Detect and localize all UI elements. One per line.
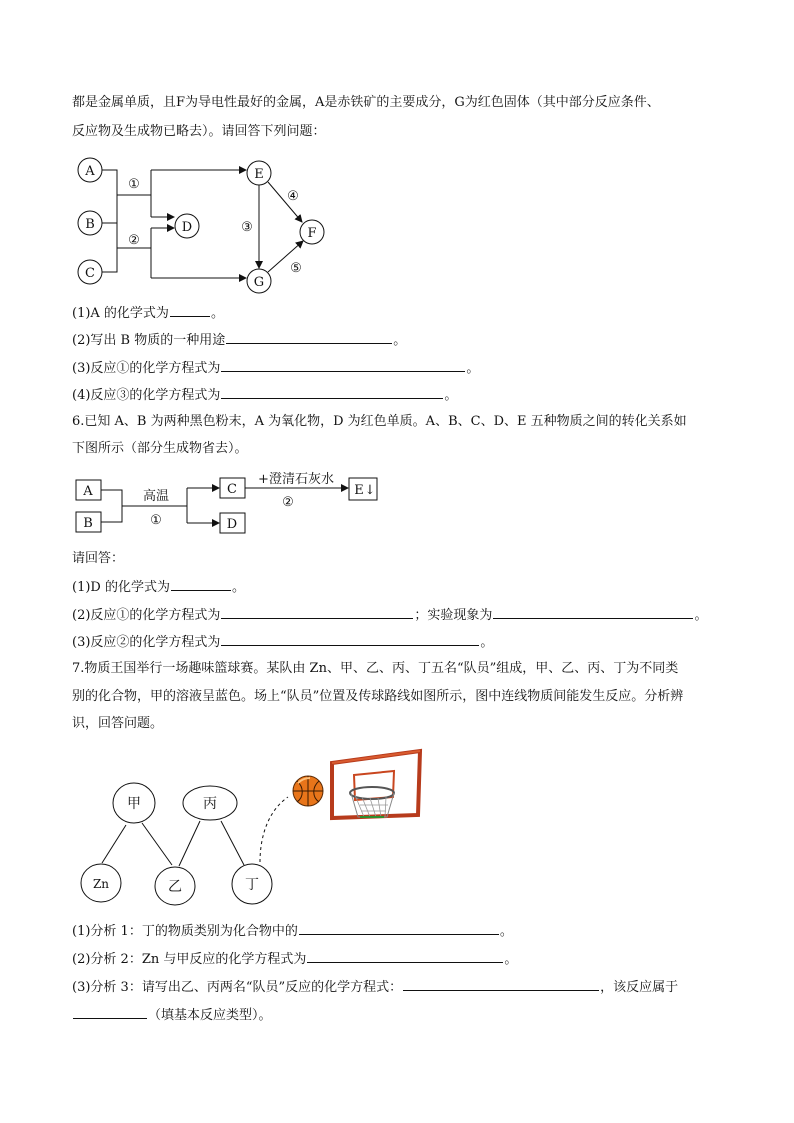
answer-blank[interactable] <box>403 978 599 991</box>
basketball-hoop-icon <box>332 751 420 818</box>
q5-item-2-text: (2)写出 B 物质的一种用途 <box>72 333 226 348</box>
q5-item-1-end: 。 <box>210 306 224 321</box>
q7-item-2-text: (2)分析 2：Zn 与甲反应的化学方程式为 <box>72 952 307 967</box>
intro-line-2: 反应物及生成物已略去）。请回答下列问题： <box>72 124 326 139</box>
reaction-1-label: ① <box>150 513 162 528</box>
reaction-diagram-2 <box>70 470 390 542</box>
answer-blank[interactable] <box>307 950 503 963</box>
q6-answer-prompt: 请回答： <box>72 551 125 566</box>
reaction-4-label: ④ <box>287 189 299 204</box>
q6-item-1 <box>72 578 245 596</box>
q6-item-3-text: (3)反应②的化学方程式为 <box>72 635 221 650</box>
q6-item-1-text: (1)D 的化学式为 <box>72 580 170 595</box>
q7-item-3 <box>72 978 678 996</box>
q7-item-2 <box>72 950 517 968</box>
node-e-label: E <box>254 167 264 182</box>
node-f-label: F <box>307 226 317 241</box>
basketball-diagram <box>74 745 434 910</box>
player-zn-label: Zn <box>92 877 110 891</box>
answer-blank[interactable] <box>299 922 499 935</box>
player-jia-label: 甲 <box>127 796 141 812</box>
q7-item-2-end: 。 <box>504 952 518 967</box>
q6-item-2-mid: ；实验现象为 <box>414 608 493 623</box>
q7-stem-line-3: 识，回答问题。 <box>72 716 164 731</box>
q7-item-1-end: 。 <box>499 924 513 939</box>
q6-item-2-end: 。 <box>694 608 708 623</box>
node-a-label: A <box>85 164 95 179</box>
box-c-label: C <box>227 482 237 497</box>
answer-blank[interactable] <box>221 359 465 372</box>
answer-blank[interactable] <box>221 633 479 646</box>
basketball-icon <box>293 776 323 806</box>
q7-item-3-end: ，该反应属于 <box>600 980 679 995</box>
q5-item-1 <box>72 304 224 322</box>
answer-blank[interactable] <box>221 606 413 619</box>
player-ding-label: 丁 <box>245 877 259 893</box>
node-b-label: B <box>85 217 95 232</box>
condition-high-temp: 高温 <box>142 489 170 504</box>
intro-line-1: 都是金属单质，且F为导电性最好的金属，A是赤铁矿的主要成分，G为红色固体（其中部分反应条件、 <box>72 95 660 110</box>
q7-stem-line-2: 别的化合物，甲的溶液呈蓝色。场上“队员”位置及传球路线如图所示，图中连线物质间能发生反应。分析辨 <box>72 689 684 704</box>
answer-blank[interactable] <box>171 578 231 591</box>
answer-blank[interactable] <box>221 386 443 399</box>
q7-item-3-cont <box>72 1006 272 1024</box>
q7-item-1-text: (1)分析 1：丁的物质类别为化合物中的 <box>72 924 298 939</box>
q5-item-3-text: (3)反应①的化学方程式为 <box>72 361 221 376</box>
node-c-label: C <box>85 266 95 281</box>
q5-item-4-end: 。 <box>444 388 458 403</box>
box-d-label: D <box>226 517 238 532</box>
q6-item-2-text: (2)反应①的化学方程式为 <box>72 608 221 623</box>
q7-item-3-text: (3)分析 3：请写出乙、丙两名“队员”反应的化学方程式： <box>72 980 403 995</box>
reaction-diagram-1 <box>60 150 350 300</box>
q5-item-2-end: 。 <box>393 333 407 348</box>
q7-item-3-tail: （填基本反应类型）。 <box>148 1008 272 1023</box>
node-g-label: G <box>253 275 265 290</box>
reaction-2-label: ② <box>282 495 294 510</box>
player-bing-label: 丙 <box>203 796 217 812</box>
q5-item-3 <box>72 359 479 377</box>
player-yi-label: 乙 <box>168 879 182 895</box>
answer-blank[interactable] <box>493 606 693 619</box>
q7-item-1 <box>72 922 513 940</box>
reaction-2-label: ② <box>128 233 140 248</box>
reaction-1-label: ① <box>128 177 140 192</box>
q6-item-3-end: 。 <box>480 635 494 650</box>
q5-item-2 <box>72 331 406 349</box>
box-b-label: B <box>83 516 93 531</box>
answer-blank[interactable] <box>73 1006 147 1019</box>
q5-item-4-text: (4)反应③的化学方程式为 <box>72 388 221 403</box>
q6-item-2 <box>72 606 707 624</box>
node-d-label: D <box>181 220 193 235</box>
condition-limewater: +澄清石灰水 <box>258 472 334 487</box>
answer-blank[interactable] <box>170 304 210 317</box>
reaction-5-label: ⑤ <box>290 261 302 276</box>
q7-stem-line-1: 7.物质王国举行一场趣味篮球赛。某队由 Zn、甲、乙、丙、丁五名“队员”组成，甲、乙、丙、丁为不同类 <box>72 661 679 676</box>
q5-item-4 <box>72 386 457 404</box>
reaction-3-label: ③ <box>241 220 253 235</box>
q5-item-3-end: 。 <box>466 361 480 376</box>
box-e-label: E <box>354 483 364 498</box>
q6-stem-line-2: 下图所示（部分生成物省去）。 <box>72 441 248 456</box>
q6-item-1-end: 。 <box>231 580 245 595</box>
precipitate-arrow: ↓ <box>364 483 376 498</box>
q6-item-3 <box>72 633 493 651</box>
q5-item-1-text: (1)A 的化学式为 <box>72 306 169 321</box>
box-a-label: A <box>83 484 93 499</box>
q6-stem-line-1: 6.已知 A、B 为两种黑色粉末，A 为氧化物，D 为红色单质。A、B、C、D、E 五种物质之间的转化关系如 <box>72 414 687 429</box>
answer-blank[interactable] <box>226 331 392 344</box>
